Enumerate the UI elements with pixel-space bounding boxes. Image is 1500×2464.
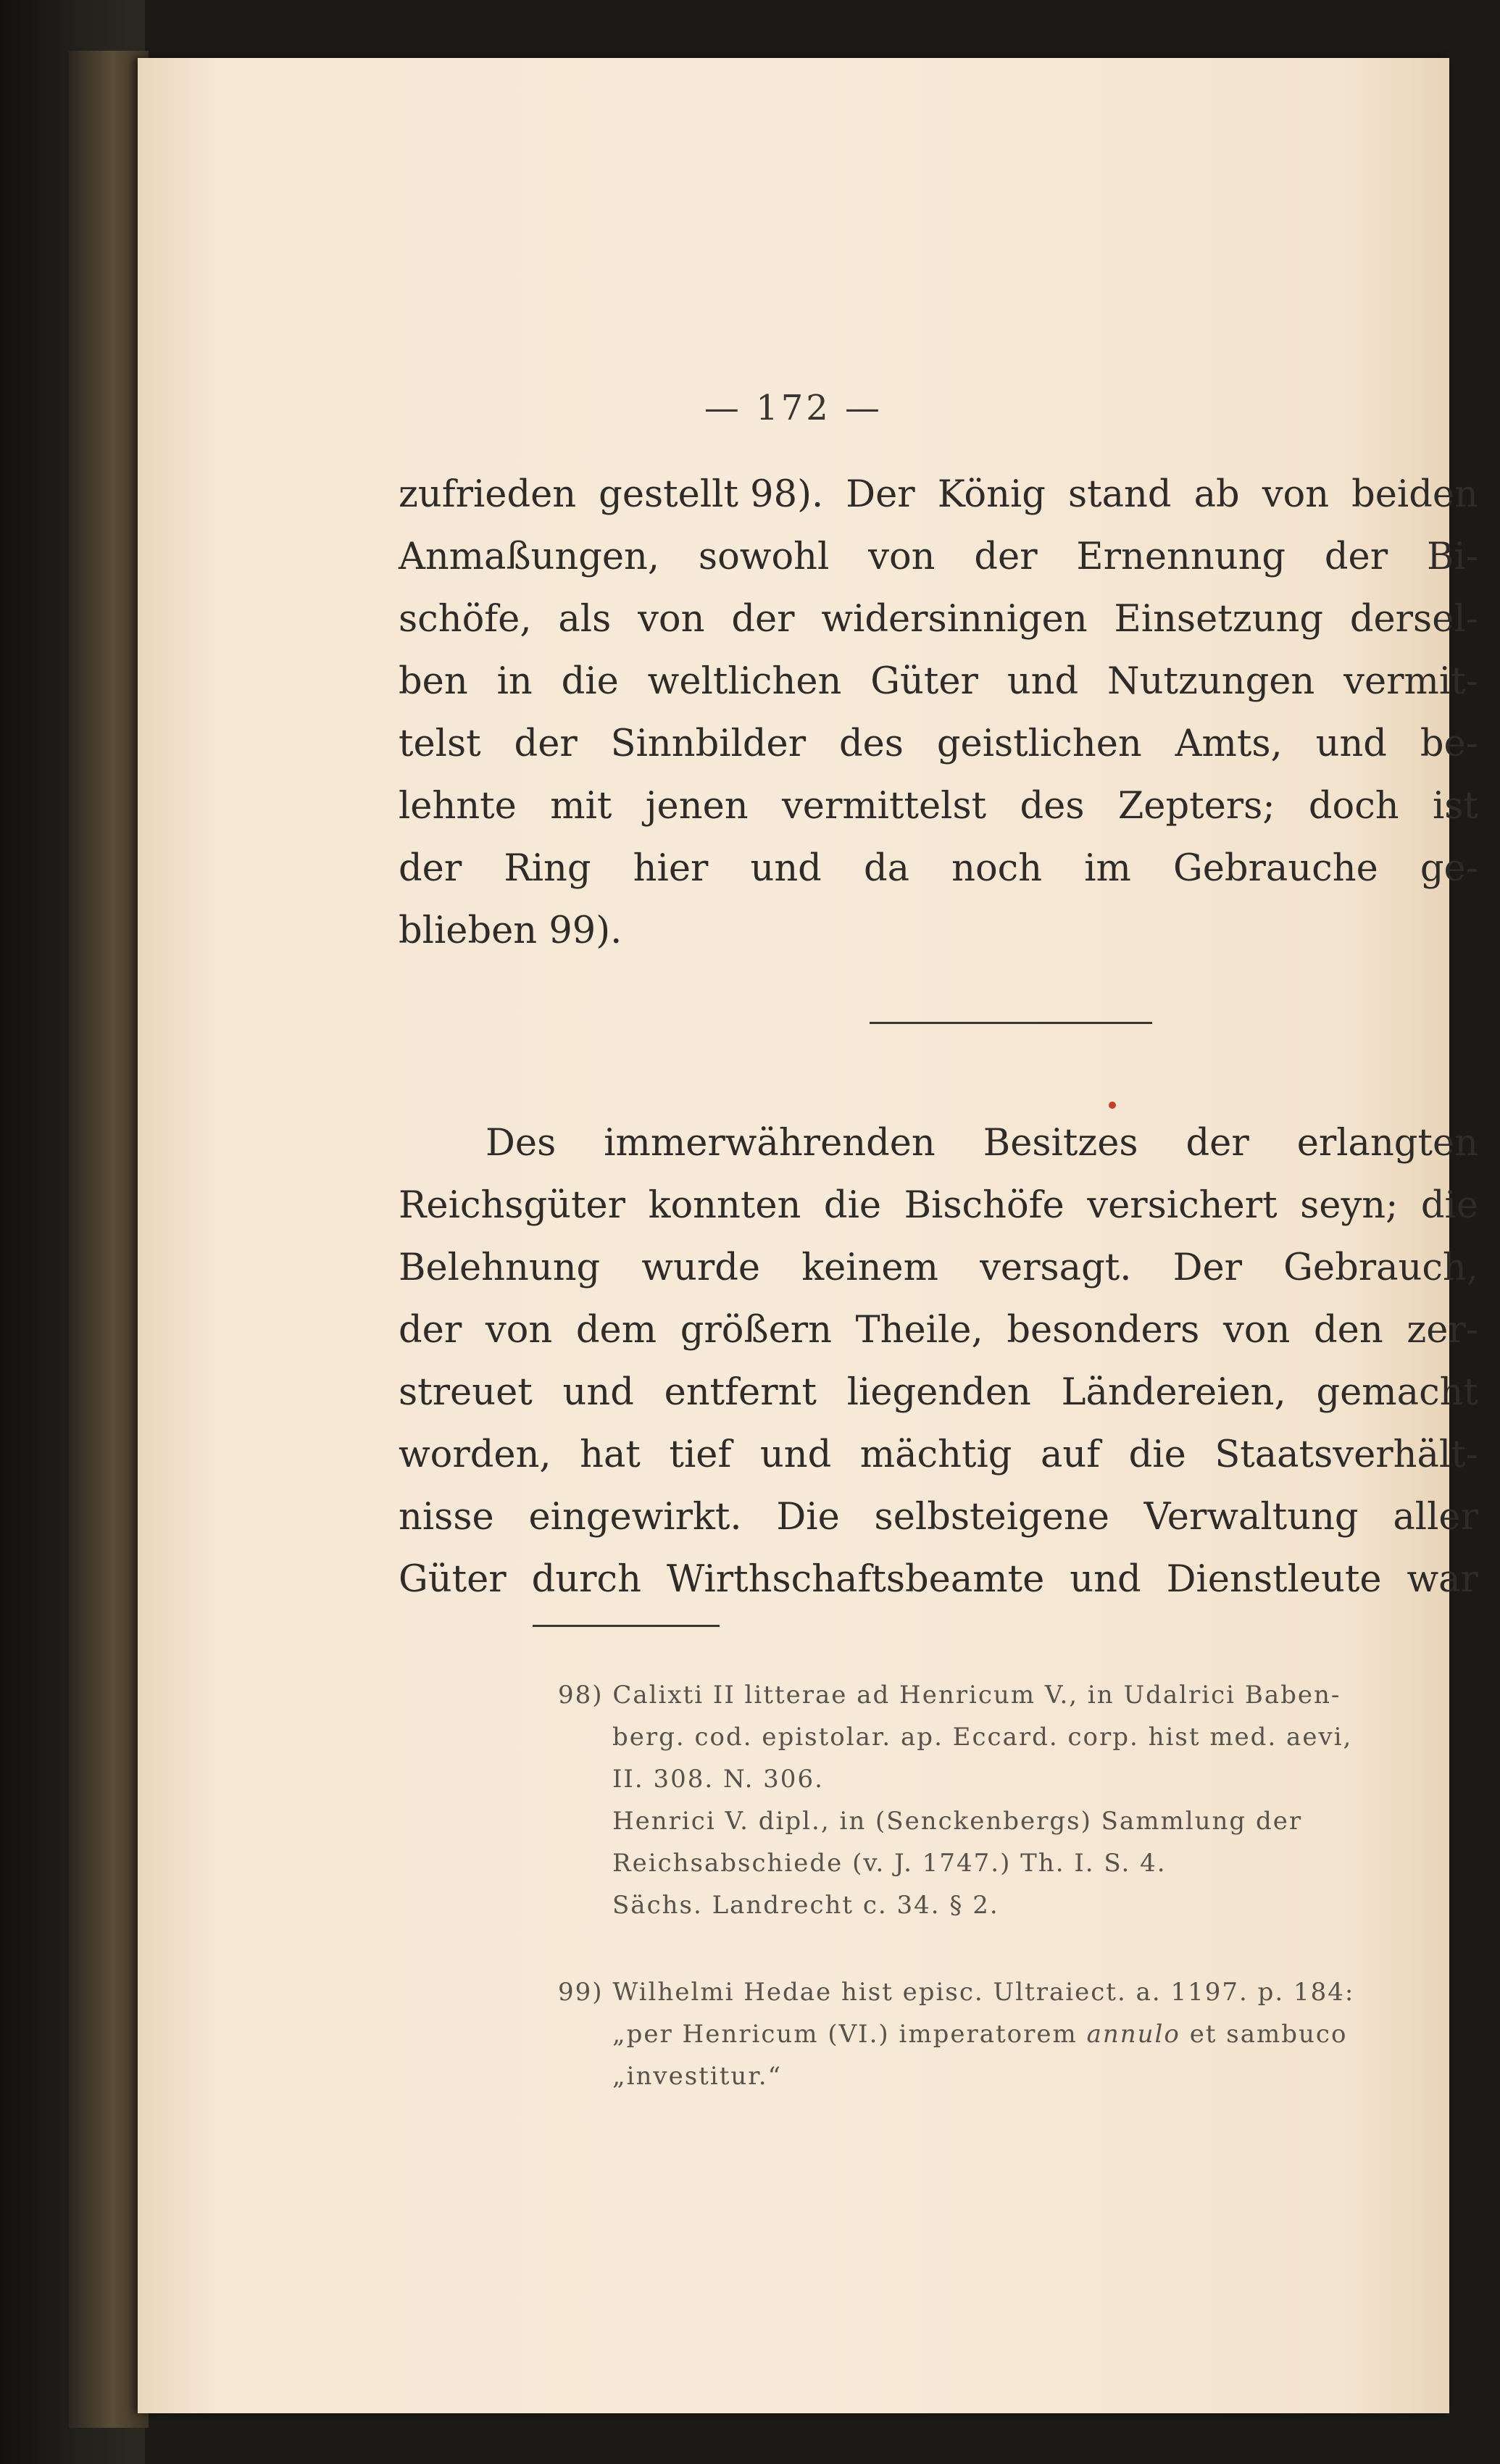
word: Zepters; [1117,785,1275,828]
text-line [399,464,1478,526]
word: von [485,1309,553,1352]
word: ab [1193,473,1240,516]
word: selbsteigene [874,1496,1109,1539]
word: Sinnbilder [610,723,807,765]
word: der [1324,536,1388,578]
word: gestellt 98). [599,473,824,516]
word: liegenden [846,1371,1031,1414]
footnote-98 [558,1674,1500,1926]
footnote-line: „investitur.“ [612,2062,782,2091]
word: aller [1393,1496,1478,1539]
word: wurde [641,1246,761,1289]
book-binding-edge [69,51,149,2428]
word: Nutzungen [1107,660,1315,703]
word: der [514,723,578,765]
footnote-line: Sächs. Landrecht c. 34. § 2. [612,1891,999,1920]
word: und [1315,723,1387,765]
word: des [838,723,904,765]
word: ben [399,660,468,703]
word: immerwährenden [604,1122,936,1165]
word: die [1128,1433,1186,1476]
word: Der [846,473,915,516]
word: Besitzes [983,1122,1138,1165]
word: und [1070,1558,1141,1601]
text-line [399,713,1478,775]
book-page [138,58,1478,2413]
word: entfernt [664,1371,817,1414]
word: doch [1308,785,1399,828]
text-line [399,1549,1478,1611]
word: König [937,473,1046,516]
word: der [974,536,1038,578]
word: Die [776,1496,840,1539]
word: nisse [399,1496,494,1539]
footnote-line: Reichsabschiede (v. J. 1747.) Th. I. S. 4. [612,1849,1167,1878]
word: seyn; [1300,1184,1399,1227]
word: war [1407,1558,1478,1601]
text-line [399,1175,1478,1237]
word: ge- [1420,847,1478,890]
word: von [868,536,936,578]
word: versagt. [980,1246,1132,1289]
word: die [1420,1184,1478,1227]
word: im [1084,847,1131,890]
word: von [1262,473,1330,516]
word: des [1020,785,1085,828]
footnote-line: II. 308. N. 306. [612,1765,824,1794]
word: der [399,847,462,890]
word: Ernennung [1076,536,1286,578]
word: mit [550,785,612,828]
text-line [399,1424,1478,1486]
word: keinem [801,1246,938,1289]
word: von [638,598,705,641]
word: gemacht [1316,1371,1478,1414]
word: vermit- [1343,660,1478,703]
word: vermittelst [781,785,987,828]
word: streuet [399,1371,533,1414]
text-line [399,1299,1478,1362]
word: die [823,1184,882,1227]
word: geistlichen [936,723,1142,765]
word: Wirthschaftsbeamte [666,1558,1045,1601]
word: dersel- [1349,598,1478,641]
word: Des [486,1122,557,1165]
section-divider [870,1022,1152,1024]
word: der [399,1309,462,1352]
footnote-text: et sambuco [1189,2020,1348,2049]
word: Anmaßungen, [399,536,660,578]
word: dem [575,1309,657,1352]
word: in [496,660,533,703]
text-line [399,1486,1478,1549]
word: beiden [1351,473,1478,516]
word: schöfe, [399,598,532,641]
word: den [1313,1309,1383,1352]
word: stand [1067,473,1172,516]
word: und [1007,660,1079,703]
text-line [399,1237,1478,1299]
word: jenen [645,785,749,828]
footnote-text: „per Henricum (VI.) imperatorem [612,2020,1078,2049]
word: als [558,598,612,641]
footnote-line: 98) Calixti II litterae ad Henricum V., in Udalrici Baben- [558,1681,1341,1710]
footnote-italic-word: annulo [1086,2020,1180,2049]
word: hier [633,847,709,890]
word: sowohl [698,536,830,578]
word: von [1222,1309,1291,1352]
footnote-line: Henrici V. dipl., in (Senckenbergs) Sammlung der [612,1807,1303,1836]
text-line [399,1112,1478,1175]
word: versichert [1087,1184,1278,1227]
word: worden, [399,1433,551,1476]
word: Der [1172,1246,1243,1289]
footnote-line: 99) Wilhelmi Hedae hist episc. Ultraiect. a. 1197. p. 184: [558,1978,1355,2007]
word: die [561,660,619,703]
page-number: — 172 — [704,388,883,428]
text-line [399,775,1478,838]
footnote-99 [558,1971,1500,2097]
footnote-line: berg. cod. epistolar. ap. Eccard. corp. hist med. aevi, [612,1723,1353,1752]
word: der [1186,1122,1249,1165]
word: ist [1433,785,1478,828]
word: Verwaltung [1143,1496,1359,1539]
word: größern [680,1309,832,1352]
footnote-line [558,2013,1500,2055]
word: Ländereien, [1061,1371,1286,1414]
word: mächtig [859,1433,1012,1476]
word: Bi- [1426,536,1478,578]
word: weltlichen [647,660,842,703]
word: Gebrauche [1172,847,1378,890]
word: da [863,847,909,890]
word: der [731,598,795,641]
word: eingewirkt. [528,1496,742,1539]
word: Staatsverhält- [1214,1433,1478,1476]
word: telst [399,723,481,765]
word: zufrieden [399,473,577,516]
text-line [399,588,1478,651]
word: blieben 99). [399,910,622,952]
word: durch [531,1558,641,1601]
word: Einsetzung [1114,598,1323,641]
word: be- [1420,723,1478,765]
word: tief [669,1433,732,1476]
word: hat [580,1433,641,1476]
text-line [399,838,1478,900]
word: widersinnigen [821,598,1088,641]
word: lehnte [399,785,517,828]
word: konnten [648,1184,801,1227]
word: Ring [504,847,591,890]
text-line [399,1362,1478,1424]
word: Reichsgüter [399,1184,626,1227]
word: und [759,1433,832,1476]
paragraph-1 [399,464,1478,962]
ink-mark [1109,1102,1116,1109]
word: Theile, [855,1309,983,1352]
word: Güter [399,1558,507,1601]
word: erlangten [1296,1122,1478,1165]
text-line [399,651,1478,713]
word: Belehnung [399,1246,601,1289]
word: auf [1040,1433,1101,1476]
word: zer- [1407,1309,1478,1352]
footnote-separator [533,1625,720,1627]
paragraph-2 [399,1112,1478,1611]
text-line [399,526,1478,588]
word: Güter [870,660,978,703]
word: Gebrauch, [1283,1246,1478,1289]
word: Amts, [1175,723,1283,765]
word: besonders [1007,1309,1200,1352]
word: noch [951,847,1043,890]
word: und [750,847,822,890]
word: Dienstleute [1166,1558,1382,1601]
word: Bischöfe [904,1184,1064,1227]
text-line [399,900,1478,962]
word: und [562,1371,634,1414]
